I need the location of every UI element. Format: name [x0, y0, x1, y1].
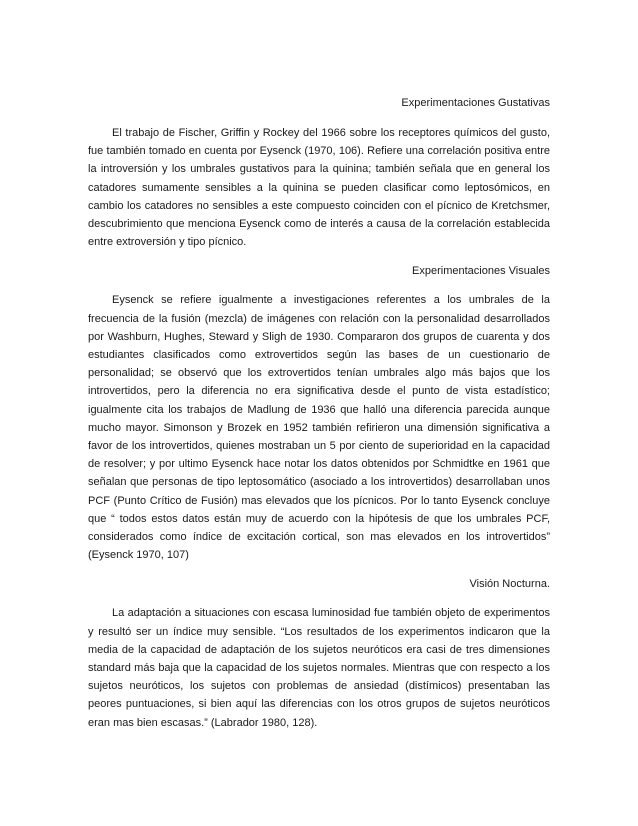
paragraph-gustativas: El trabajo de Fischer, Griffin y Rockey del 1966 sobre los receptores químicos del gusto, fue también tomado en cuenta por Eysenck (1970, 106). Refiere una correlación positiva entre la introversión y los umbrales gustativos para la quinina; también señala que en general los catadores sumamente sensibles a la quinina se pueden clasificar como leptosómicos, en cambio los catadores no sensibles a este compuesto coinciden con el pícnico de Kretchsmer, descubrimiento que menciona Eysenck como de interés a causa de la correlación establecida entre extroversión y tipo pícnico. — [88, 127, 550, 249]
document-page — [88, 96, 550, 732]
paragraph-visuales: Eysenck se refiere igualmente a investigaciones referentes a los umbrales de la frecuencia de la fusión (mezcla) de imágenes con relación con la personalidad desarrollados por Washburn, Hughes, Steward y Sligh de 1930. Compararon dos grupos de cuarenta y dos estudiantes clasificados como extrovertidos según las bases de un cuestionario de personalidad; se observó que los extrovertidos tenían umbrales algo más bajos que los introvertidos, pero la diferencia no era significativa desde el punto de vista estadístico; igualmente cita los trabajos de Madlung de 1936 que halló una diferencia parecida aunque mucho mayor. Simonson y Brozek en 1952 también refirieron una dimensión significativa a favor de los introvertidos, quienes mostraban un 5 por ciento de superioridad en la capacidad de resolver; y por ultimo Eysenck hace notar los datos obtenidos por Schmidtke en 1961 que señalan que personas de tipo leptosomático (asociado a los introvertidos) desarrollaban unos PCF (Punto Crítico de Fusión) mas elevados que los pícnicos. Por lo tanto Eysenck concluye que “ todos estos datos están muy de acuerdo con la hipótesis de que los umbrales PCF, considerados como índice de excitación cortical, son mas elevados en los introvertidos” (Eysenck 1970, 107) — [88, 294, 550, 562]
paragraph-vision-nocturna: La adaptación a situaciones con escasa luminosidad fue también objeto de experimentos y resultó ser un índice muy sensible. “Los resultados de los experimentos indicaron que la media de la capacidad de adaptación de los sujetos neuróticos era casi de tres dimensiones standard más baja que la capacidad de los sujetos normales. Mientras que con respecto a los sujetos neuróticos, los sujetos con problemas de ansiedad (distímicos) presentaban las peores puntuaciones, si bien aquí las diferencias con los otros grupos de sujetos neuróticos eran mas bien escasas.” (Labrador 1980, 128). — [88, 607, 550, 729]
section-heading-gustativas: Experimentaciones Gustativas — [401, 97, 550, 109]
section-heading-vision-nocturna: Visión Nocturna. — [469, 578, 550, 591]
section-heading-visuales: Experimentaciones Visuales — [412, 265, 550, 278]
